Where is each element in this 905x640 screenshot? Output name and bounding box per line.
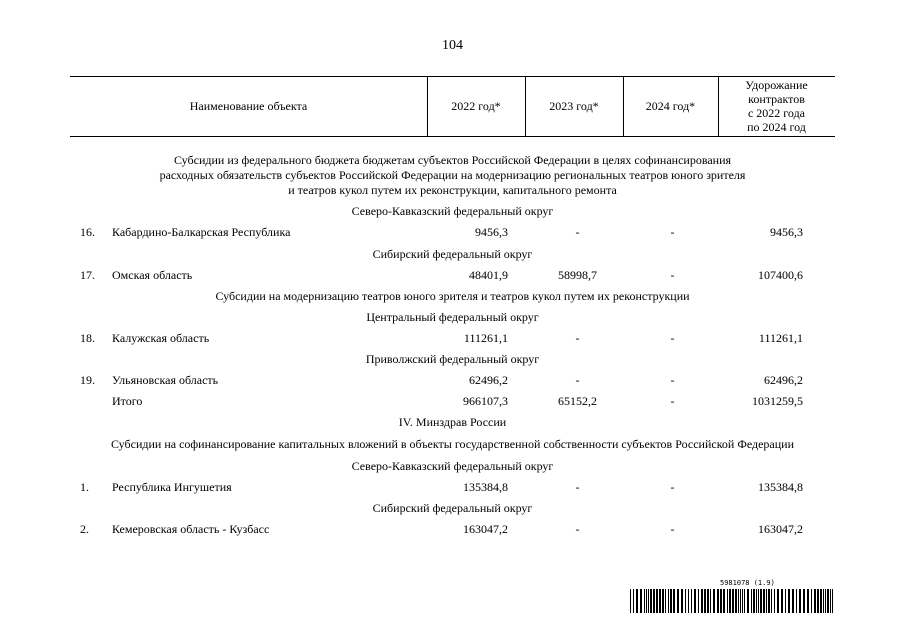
header-name-col: Наименование объекта <box>189 99 308 113</box>
table-row <box>0 268 905 284</box>
row-name: Кемеровская область - Кузбасс <box>112 522 270 536</box>
header-increase-line: контрактов <box>748 92 805 106</box>
row-total: 9456,3 <box>770 225 803 239</box>
ministry-heading: IV. Минздрав России <box>398 415 507 429</box>
row-2023: - <box>575 225 580 239</box>
row-2024: - <box>670 373 675 387</box>
section-title: Субсидии на модернизацию театров юного зрителя и театров кукол путем их реконструкции <box>215 289 690 303</box>
row-2023: 65152,2 <box>558 394 597 408</box>
row-number: 16. <box>80 225 95 239</box>
header-bottom-rule <box>70 136 835 137</box>
row-2022: 48401,9 <box>469 268 508 282</box>
district-heading: Северо-Кавказский федеральный округ <box>351 204 554 218</box>
section-title <box>70 153 835 198</box>
section-title: Субсидии на софинансирование капитальных вложений в объекты государственной собственности субъектов Российской Федерации <box>110 437 795 451</box>
row-2023: - <box>575 480 580 494</box>
row-2023: - <box>575 373 580 387</box>
row-2024: - <box>670 394 675 408</box>
section-title-line: расходных обязательств субъектов Российской Федерации на модернизацию региональных театров юного зрителя <box>159 168 746 182</box>
row-total: 62496,2 <box>764 373 803 387</box>
table-row <box>0 373 905 389</box>
row-name: Ульяновская область <box>112 373 219 387</box>
total-label: Итого <box>112 394 143 408</box>
row-2023: 58998,7 <box>558 268 597 282</box>
table-row <box>0 225 905 241</box>
row-2024: - <box>670 225 675 239</box>
row-number: 19. <box>80 373 95 387</box>
barcode-image <box>630 589 837 613</box>
row-name: Кабардино-Балкарская Республика <box>112 225 291 239</box>
row-2023: - <box>575 522 580 536</box>
row-total: 111261,1 <box>758 331 803 345</box>
header-increase-line: по 2024 год <box>747 120 806 134</box>
district-heading: Северо-Кавказский федеральный округ <box>351 459 554 473</box>
row-name: Республика Ингушетия <box>112 480 232 494</box>
total-row <box>0 394 905 410</box>
district-heading: Сибирский федеральный округ <box>372 247 533 261</box>
barcode-label: 5981078 (1.9) <box>720 579 775 587</box>
row-name: Омская область <box>112 268 193 282</box>
header-increase <box>718 76 835 136</box>
header-increase-line: Удорожание <box>745 78 808 92</box>
row-number: 17. <box>80 268 95 282</box>
table-row <box>0 331 905 347</box>
row-total: 1031259,5 <box>752 394 803 408</box>
header-2024: 2024 год* <box>645 99 696 113</box>
section-title-line: и театров кукол путем их реконструкции, капитального ремонта <box>288 183 617 197</box>
table-row <box>0 480 905 496</box>
row-2022: 9456,3 <box>475 225 508 239</box>
row-2024: - <box>670 522 675 536</box>
row-2024: - <box>670 480 675 494</box>
row-2022: 966107,3 <box>463 394 508 408</box>
row-2022: 135384,8 <box>463 480 508 494</box>
district-heading: Приволжский федеральный округ <box>365 352 540 366</box>
row-number: 1. <box>80 480 89 494</box>
row-total: 135384,8 <box>758 480 803 494</box>
page-number: 104 <box>442 38 463 53</box>
district-heading: Сибирский федеральный округ <box>372 501 533 515</box>
row-2024: - <box>670 331 675 345</box>
header-increase-line: с 2022 года <box>747 106 806 120</box>
section-title-line: Субсидии из федерального бюджета бюджетам субъектов Российской Федерации в целях софинансирования <box>173 153 732 167</box>
row-total: 163047,2 <box>758 522 803 536</box>
district-heading: Центральный федеральный округ <box>366 310 539 324</box>
row-2023: - <box>575 331 580 345</box>
row-2024: - <box>670 268 675 282</box>
row-name: Калужская область <box>112 331 210 345</box>
row-2022: 111261,1 <box>463 331 508 345</box>
table-row <box>0 522 905 538</box>
row-total: 107400,6 <box>758 268 803 282</box>
row-2022: 62496,2 <box>469 373 508 387</box>
header-2022: 2022 год* <box>451 99 501 113</box>
row-2022: 163047,2 <box>463 522 508 536</box>
row-number: 2. <box>80 522 89 536</box>
header-2023: 2023 год* <box>549 99 599 113</box>
row-number: 18. <box>80 331 95 345</box>
